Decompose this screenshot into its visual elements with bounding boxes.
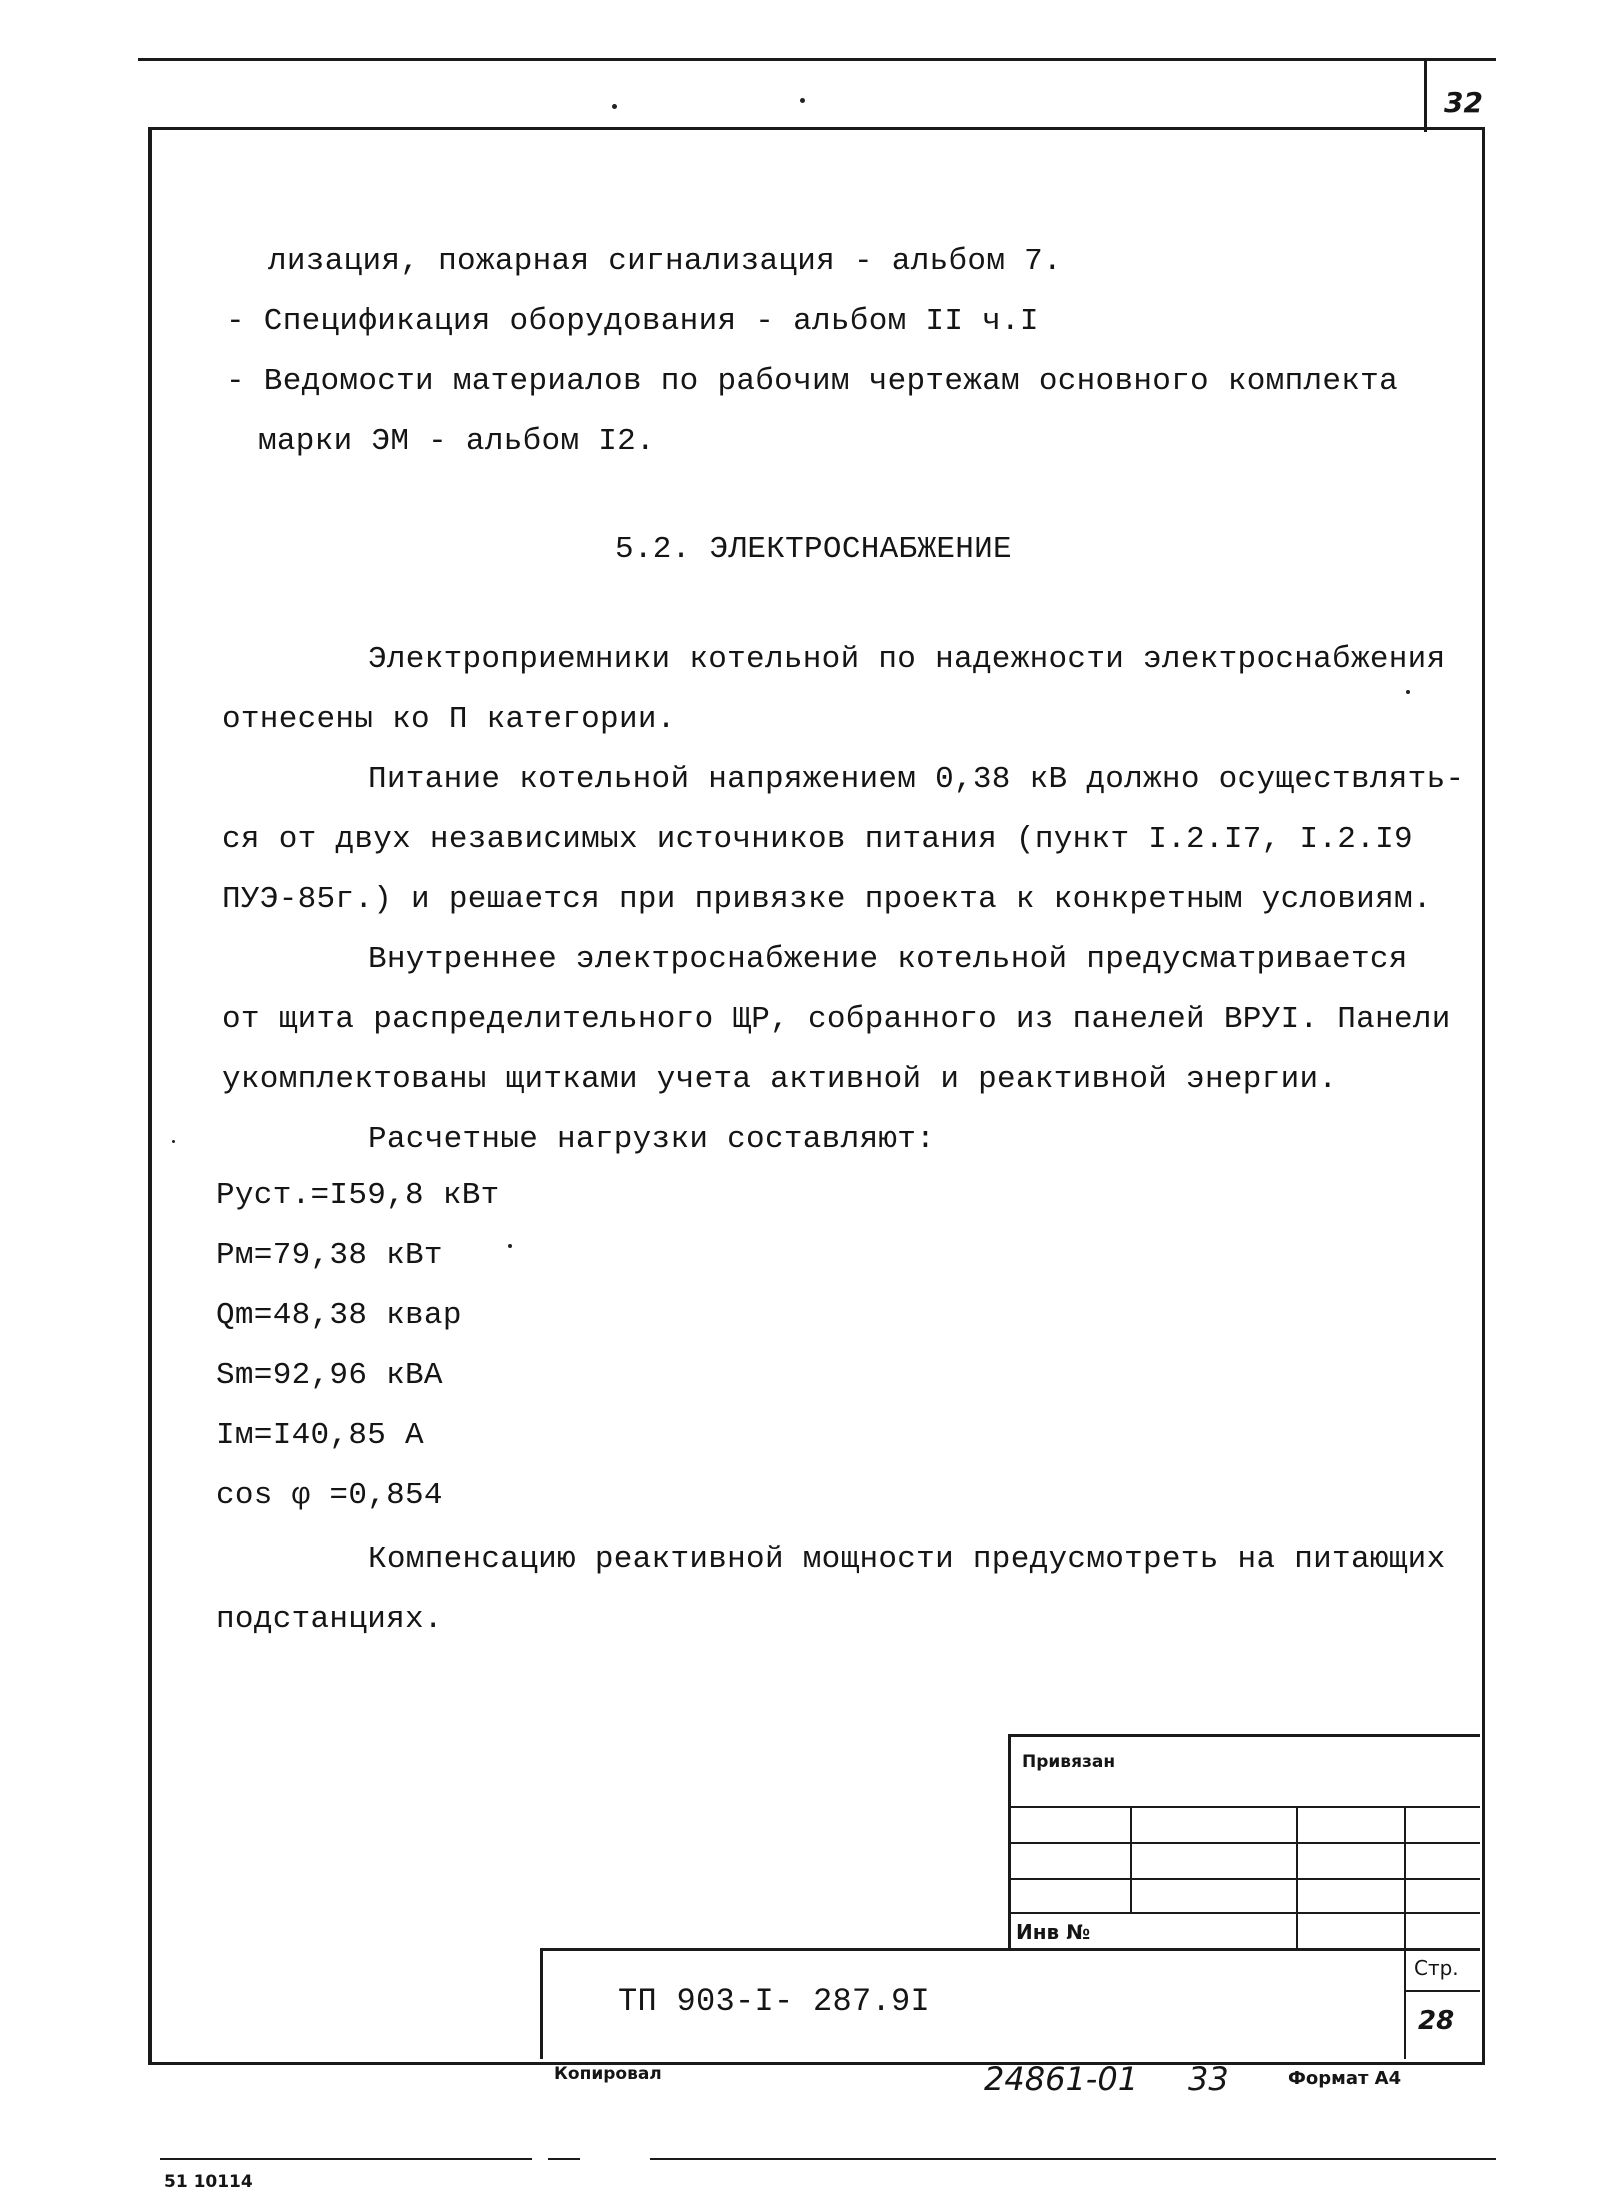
load-installed-power: Руст.=I59,8 кВт bbox=[216, 1178, 500, 1213]
body-line-7: от щита распределительного ЩР, собранного из панелей ВРУI. Панели bbox=[222, 1002, 1451, 1037]
tb-col-1 bbox=[1130, 1806, 1132, 1912]
attached-label: Привязан bbox=[1022, 1752, 1116, 1772]
tb-row-3 bbox=[1008, 1878, 1480, 1880]
body-line-9: Расчетные нагрузки составляют: bbox=[368, 1122, 936, 1157]
scan-speck bbox=[1406, 690, 1410, 694]
scan-speck bbox=[508, 1244, 512, 1248]
scan-speck bbox=[172, 1140, 175, 1143]
sheet-label: Стр. bbox=[1414, 1956, 1459, 1980]
body-line-5: ПУЭ-85г.) и решается при привязке проекта к конкретным условиям. bbox=[222, 882, 1432, 917]
body-line-2: отнесены ко П категории. bbox=[222, 702, 676, 737]
body-line-8: укомплектованы щитками учета активной и реактивной энергии. bbox=[222, 1062, 1338, 1097]
bottom-rule-right bbox=[650, 2158, 1496, 2160]
scan-speck bbox=[800, 98, 805, 103]
load-current: Iм=I40,85 А bbox=[216, 1418, 424, 1453]
bottom-rule-left bbox=[160, 2158, 532, 2160]
sheet-number-divider bbox=[1424, 60, 1427, 132]
sheet-value: 28 bbox=[1418, 2006, 1455, 2036]
closing-line-1: Компенсацию реактивной мощности предусмотреть на питающих bbox=[368, 1542, 1446, 1577]
text-line-2: - Спецификация оборудования - альбом II ч.I bbox=[226, 304, 1039, 339]
body-line-6: Внутреннее электроснабжение котельной предусматривается bbox=[368, 942, 1408, 977]
copied-label: Копировал bbox=[554, 2064, 662, 2084]
scan-speck bbox=[612, 104, 617, 109]
tb-row-2 bbox=[1008, 1842, 1480, 1844]
tb-row-1 bbox=[1008, 1806, 1480, 1808]
body-line-4: ся от двух независимых источников питания (пункт I.2.I7, I.2.I9 bbox=[222, 822, 1413, 857]
page-number: 33 bbox=[1188, 2060, 1229, 2098]
format-label: Формат А4 bbox=[1288, 2068, 1402, 2089]
bottom-rule-dash bbox=[548, 2158, 580, 2160]
tb-row-5 bbox=[540, 1948, 1480, 1951]
tb-col-2 bbox=[1296, 1806, 1298, 1948]
body-line-1: Электроприемники котельной по надежности электроснабжения bbox=[368, 642, 1446, 677]
text-line-3: - Ведомости материалов по рабочим чертежам основного комплекта bbox=[226, 364, 1398, 399]
section-title: 5.2. ЭЛЕКТРОСНАБЖЕНИЕ bbox=[615, 532, 1012, 567]
load-power-factor: cos φ =0,854 bbox=[216, 1478, 443, 1513]
load-reactive-power: Qm=48,38 квар bbox=[216, 1298, 462, 1333]
document-code: ТП 903-I- 287.9I bbox=[618, 1983, 931, 2020]
tb-sheet-divider bbox=[1404, 1990, 1480, 1992]
tb-row-4 bbox=[1008, 1912, 1480, 1914]
sheet-number: 32 bbox=[1444, 86, 1483, 119]
tb-main-left bbox=[540, 1948, 543, 2059]
inventory-label: Инв № bbox=[1016, 1920, 1091, 1944]
text-line-4: марки ЭМ - альбом I2. bbox=[258, 424, 655, 459]
load-max-power: Рм=79,38 кВт bbox=[216, 1238, 443, 1273]
tb-top bbox=[1008, 1734, 1480, 1737]
closing-line-2: подстанциях. bbox=[216, 1602, 443, 1637]
text-line-1: лизация, пожарная сигнализация - альбом 7. bbox=[268, 244, 1062, 279]
bottom-left-code: 51 10114 bbox=[164, 2172, 253, 2192]
order-number: 24861-01 bbox=[984, 2060, 1139, 2098]
top-rule bbox=[138, 58, 1496, 61]
load-apparent-power: Sm=92,96 кВА bbox=[216, 1358, 443, 1393]
tb-col-3 bbox=[1404, 1806, 1406, 2059]
body-line-3: Питание котельной напряжением 0,38 кВ должно осуществлять- bbox=[368, 762, 1465, 797]
